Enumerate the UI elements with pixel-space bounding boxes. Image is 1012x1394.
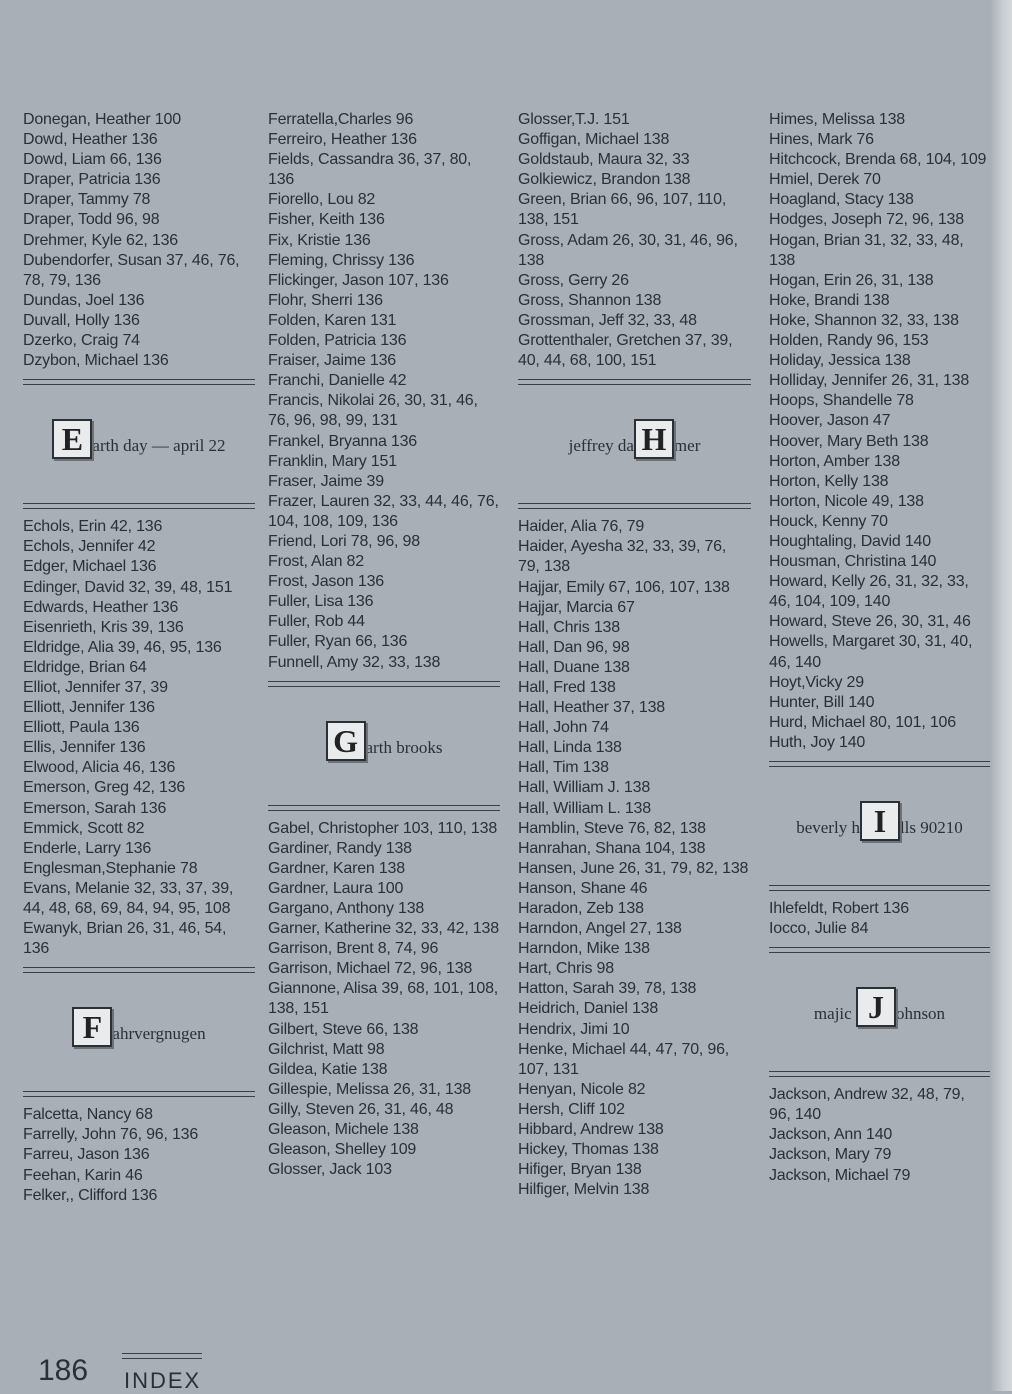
index-entry: Ihlefeldt, Robert 136 bbox=[769, 900, 909, 917]
index-entry: Elliot, Jennifer 37, 39 bbox=[23, 678, 168, 696]
index-entry: Hurd, Michael 80, 101, 106 bbox=[769, 713, 956, 731]
index-entry: Drehmer, Kyle 62, 136 bbox=[23, 231, 178, 249]
index-column-3 bbox=[518, 110, 751, 1200]
index-entry: Folden, Patricia 136 bbox=[268, 332, 407, 350]
index-entry: Hifiger, Bryan 138 bbox=[518, 1161, 642, 1179]
index-entry: Hoover, Jason 47 bbox=[769, 412, 891, 430]
index-entry: Gildea, Katie 138 bbox=[268, 1060, 388, 1078]
index-entry: Haradon, Zeb 138 bbox=[518, 900, 644, 917]
index-entry: Hall, Tim 138 bbox=[518, 759, 609, 777]
index-entry: Evans, Melanie 32, 33, 37, 39, 44, 48, 68, 69, 84, 94, 95, 108 bbox=[23, 879, 234, 917]
index-entry: Iocco, Julie 84 bbox=[769, 920, 869, 938]
index-entry: Garrison, Michael 72, 96, 138 bbox=[268, 960, 473, 978]
caption-after: lls 90210 bbox=[899, 817, 963, 837]
section-caption bbox=[769, 803, 990, 849]
caption-after: arth brooks bbox=[365, 737, 443, 757]
index-entry: Hansen, June 26, 31, 79, 82, 138 bbox=[518, 859, 749, 877]
index-entry: Gross, Shannon 138 bbox=[518, 291, 662, 309]
index-entry: Hanrahan, Shana 104, 138 bbox=[518, 839, 706, 857]
section-caption bbox=[518, 421, 751, 467]
index-entry: Emerson, Sarah 136 bbox=[23, 799, 167, 817]
letter-section-j bbox=[769, 961, 990, 1063]
caption-after: arth day — april 22 bbox=[92, 436, 226, 456]
index-entry: Franklin, Mary 151 bbox=[268, 452, 397, 470]
letter-section-f bbox=[23, 981, 255, 1083]
letter-section-h bbox=[518, 393, 751, 495]
index-entry: Draper, Tammy 78 bbox=[23, 191, 151, 209]
index-entry: Haider, Ayesha 32, 33, 39, 76, 79, 138 bbox=[518, 538, 727, 576]
index-entry: Heidrich, Daniel 138 bbox=[518, 1000, 659, 1018]
index-entry: Dowd, Liam 66, 136 bbox=[23, 151, 162, 169]
index-entry: Holliday, Jennifer 26, 31, 138 bbox=[769, 372, 970, 390]
index-entry: Jackson, Mary 79 bbox=[769, 1146, 892, 1164]
index-entry: Gardiner, Randy 138 bbox=[268, 839, 412, 857]
section-caption bbox=[23, 421, 255, 467]
index-entry: Haider, Alia 76, 79 bbox=[518, 518, 645, 536]
index-column-1 bbox=[23, 110, 255, 1206]
index-entry: Hendrix, Jimi 10 bbox=[518, 1020, 630, 1038]
letter-section-e bbox=[23, 393, 255, 495]
index-entry: Hall, Fred 138 bbox=[518, 678, 616, 696]
index-entry: Frankel, Bryanna 136 bbox=[268, 432, 417, 450]
index-entry: Hoover, Mary Beth 138 bbox=[769, 432, 929, 450]
index-entry: Hatton, Sarah 39, 78, 138 bbox=[518, 980, 697, 998]
index-entry: Hall, Dan 96, 98 bbox=[518, 638, 630, 656]
index-entry: Emmick, Scott 82 bbox=[23, 819, 145, 837]
index-entry: Flickinger, Jason 107, 136 bbox=[268, 271, 449, 289]
index-entry: Fuller, Ryan 66, 136 bbox=[268, 633, 408, 651]
index-entry: Dowd, Heather 136 bbox=[23, 131, 158, 149]
drop-letter: E bbox=[52, 419, 92, 459]
index-entry: Eldridge, Alia 39, 46, 95, 136 bbox=[23, 638, 222, 656]
index-entry: Horton, Kelly 138 bbox=[769, 472, 889, 490]
index-entry: Hibbard, Andrew 138 bbox=[518, 1121, 664, 1139]
index-entry: Fuller, Rob 44 bbox=[268, 613, 365, 631]
index-entry: Hogan, Brian 31, 32, 33, 48, 138 bbox=[769, 231, 964, 269]
index-entry: Edger, Michael 136 bbox=[23, 558, 157, 576]
index-entry: Hoagland, Stacy 138 bbox=[769, 191, 914, 209]
index-entry: Franchi, Danielle 42 bbox=[268, 372, 407, 390]
index-entry: Ellis, Jennifer 136 bbox=[23, 739, 146, 757]
index-entry: Eldridge, Brian 64 bbox=[23, 658, 147, 676]
index-entry: Fiorello, Lou 82 bbox=[268, 191, 376, 209]
index-entry: Duvall, Holly 136 bbox=[23, 311, 140, 329]
page-number: 186 bbox=[38, 1354, 89, 1387]
index-entry: Hunter, Bill 140 bbox=[769, 693, 875, 711]
index-entry: Eisenrieth, Kris 39, 136 bbox=[23, 618, 184, 636]
index-entry: Housman, Christina 140 bbox=[769, 553, 937, 571]
index-entry: Ewanyk, Brian 26, 31, 46, 54, 136 bbox=[23, 920, 227, 958]
index-entry: Grossman, Jeff 32, 33, 48 bbox=[518, 311, 697, 329]
drop-letter: H bbox=[634, 419, 674, 459]
caption-before: majic bbox=[813, 1004, 856, 1024]
index-entry: Golkiewicz, Brandon 138 bbox=[518, 171, 691, 189]
index-entry: Harndon, Angel 27, 138 bbox=[518, 920, 682, 938]
index-entry: Hamblin, Steve 76, 82, 138 bbox=[518, 819, 706, 837]
section-rule bbox=[769, 761, 990, 767]
section-caption bbox=[23, 1009, 255, 1055]
index-entry: Hitchcock, Brenda 68, 104, 109 bbox=[769, 151, 987, 169]
section-rule bbox=[23, 379, 255, 385]
letter-section-g bbox=[268, 695, 500, 797]
index-entry: Englesman,Stephanie 78 bbox=[23, 859, 198, 877]
index-entry: Huth, Joy 140 bbox=[769, 733, 866, 751]
index-entry: Hersh, Cliff 102 bbox=[518, 1100, 625, 1118]
index-entry: Edwards, Heather 136 bbox=[23, 598, 179, 616]
index-entry: Green, Brian 66, 96, 107, 110, 138, 151 bbox=[518, 191, 727, 229]
index-column-2 bbox=[268, 110, 500, 1180]
index-entry: Hoke, Shannon 32, 33, 138 bbox=[769, 311, 959, 329]
index-entry: Edinger, David 32, 39, 48, 151 bbox=[23, 578, 233, 596]
index-entry: Enderle, Larry 136 bbox=[23, 839, 152, 857]
index-entry: Hall, William J. 138 bbox=[518, 779, 651, 797]
index-entry: Hart, Chris 98 bbox=[518, 960, 614, 978]
section-rule bbox=[23, 503, 255, 509]
index-entry: Fuller, Lisa 136 bbox=[268, 593, 374, 611]
index-entry: Glosser, Jack 103 bbox=[268, 1161, 392, 1179]
index-entry: Fleming, Chrissy 136 bbox=[268, 251, 415, 269]
index-entry: Ferreiro, Heather 136 bbox=[268, 131, 417, 149]
index-entry: Hoops, Shandelle 78 bbox=[769, 392, 914, 410]
index-entry: Gillespie, Melissa 26, 31, 138 bbox=[268, 1080, 472, 1098]
index-entry: Hmiel, Derek 70 bbox=[769, 171, 881, 189]
section-rule bbox=[769, 947, 990, 953]
index-entry: Jackson, Andrew 32, 48, 79, 96, 140 bbox=[769, 1086, 965, 1124]
index-entry: Hajjar, Emily 67, 106, 107, 138 bbox=[518, 578, 730, 596]
caption-after: ohnson bbox=[895, 1004, 946, 1024]
index-entry: Howard, Kelly 26, 31, 32, 33, 46, 104, 109, 140 bbox=[769, 573, 969, 611]
index-entry: Hall, William L. 138 bbox=[518, 799, 651, 817]
section-rule bbox=[769, 885, 990, 891]
caption-after: mer bbox=[673, 436, 701, 456]
index-entry: Hodges, Joseph 72, 96, 138 bbox=[769, 211, 964, 229]
index-entry: Friend, Lori 78, 96, 98 bbox=[268, 532, 420, 550]
index-entry: Henke, Michael 44, 47, 70, 96, 107, 131 bbox=[518, 1040, 730, 1078]
index-entry: Gross, Adam 26, 30, 31, 46, 96, 138 bbox=[518, 231, 738, 269]
index-entry: Frost, Alan 82 bbox=[268, 553, 364, 571]
index-entry: Dubendorfer, Susan 37, 46, 76, 78, 79, 136 bbox=[23, 251, 240, 289]
drop-letter: I bbox=[860, 801, 900, 841]
index-entry: Goldstaub, Maura 32, 33 bbox=[518, 151, 690, 169]
index-entry: Flohr, Sherri 136 bbox=[268, 291, 383, 309]
drop-letter: F bbox=[72, 1007, 112, 1047]
index-entry: Hickey, Thomas 138 bbox=[518, 1141, 659, 1159]
section-caption bbox=[268, 722, 500, 769]
index-entry: Falcetta, Nancy 68 bbox=[23, 1106, 153, 1124]
index-entry: Dundas, Joel 136 bbox=[23, 291, 145, 309]
section-rule bbox=[268, 805, 500, 811]
index-entry: Gabel, Christopher 103, 110, 138 bbox=[268, 819, 498, 837]
index-entry: Emerson, Greg 42, 136 bbox=[23, 779, 186, 797]
index-entry: Gleason, Michele 138 bbox=[268, 1121, 419, 1139]
drop-letter: G bbox=[326, 721, 366, 761]
index-entry: Gardner, Laura 100 bbox=[268, 879, 404, 897]
index-entry: Farreu, Jason 136 bbox=[23, 1146, 150, 1164]
index-entry: Horton, Amber 138 bbox=[769, 452, 900, 470]
index-entry: Hall, Heather 37, 138 bbox=[518, 699, 666, 717]
section-rule bbox=[23, 1091, 255, 1097]
index-entry: Elliott, Jennifer 136 bbox=[23, 699, 155, 717]
index-entry: Fisher, Keith 136 bbox=[268, 211, 385, 229]
index-entry: Frazer, Lauren 32, 33, 44, 46, 76, 104, 108, 109, 136 bbox=[268, 492, 499, 530]
index-entry: Echols, Erin 42, 136 bbox=[23, 518, 163, 536]
index-entry: Howard, Steve 26, 30, 31, 46 bbox=[769, 613, 971, 631]
index-entry: Echols, Jennifer 42 bbox=[23, 538, 156, 556]
index-entry: Giannone, Alisa 39, 68, 101, 108, 138, 151 bbox=[268, 980, 499, 1018]
index-entry: Draper, Patricia 136 bbox=[23, 171, 161, 189]
index-entry: Harndon, Mike 138 bbox=[518, 940, 650, 958]
index-entry: Houghtaling, David 140 bbox=[769, 532, 931, 550]
index-entry: Hogan, Erin 26, 31, 138 bbox=[769, 271, 934, 289]
index-entry: Garner, Katherine 32, 33, 42, 138 bbox=[268, 920, 499, 938]
index-entry: Fields, Cassandra 36, 37, 80, 136 bbox=[268, 151, 472, 189]
index-entry: Himes, Melissa 138 bbox=[769, 111, 906, 128]
section-rule bbox=[518, 379, 751, 385]
drop-letter: J bbox=[856, 987, 896, 1027]
index-entry: Dzybon, Michael 136 bbox=[23, 352, 169, 370]
index-entry: Hoke, Brandi 138 bbox=[769, 291, 890, 309]
index-entry: Fraser, Jaime 39 bbox=[268, 472, 384, 490]
index-entry: Donegan, Heather 100 bbox=[23, 111, 181, 128]
index-entry: Hall, Linda 138 bbox=[518, 739, 622, 757]
index-entry: Houck, Kenny 70 bbox=[769, 512, 888, 530]
index-entry: Farrelly, John 76, 96, 136 bbox=[23, 1126, 199, 1144]
index-entry: Ferratella,Charles 96 bbox=[268, 111, 414, 128]
index-entry: Gilbert, Steve 66, 138 bbox=[268, 1020, 419, 1038]
section-caption bbox=[769, 989, 990, 1035]
index-entry: Hajjar, Marcia 67 bbox=[518, 598, 635, 616]
index-entry: Funnell, Amy 32, 33, 138 bbox=[268, 653, 441, 671]
index-entry: Gleason, Shelley 109 bbox=[268, 1141, 417, 1159]
index-entry: Elliott, Paula 136 bbox=[23, 719, 140, 737]
index-column-4 bbox=[769, 110, 990, 1186]
section-rule bbox=[23, 967, 255, 973]
footer-rule bbox=[122, 1353, 202, 1359]
index-entry: Felker,, Clifford 136 bbox=[23, 1186, 158, 1204]
section-rule bbox=[268, 681, 500, 687]
index-entry: Fix, Kristie 136 bbox=[268, 231, 371, 249]
index-entry: Gardner, Karen 138 bbox=[268, 859, 405, 877]
index-entry: Holden, Randy 96, 153 bbox=[769, 332, 929, 350]
index-entry: Gilly, Steven 26, 31, 46, 48 bbox=[268, 1100, 454, 1118]
caption-before: jeffrey da bbox=[568, 436, 634, 456]
caption-before: beverly h bbox=[796, 817, 860, 837]
index-entry: Garrison, Brent 8, 74, 96 bbox=[268, 940, 439, 958]
index-entry: Hall, Duane 138 bbox=[518, 658, 630, 676]
index-entry: Jackson, Ann 140 bbox=[769, 1126, 893, 1144]
index-entry: Hilfiger, Melvin 138 bbox=[518, 1181, 650, 1199]
index-entry: Hall, Chris 138 bbox=[518, 618, 620, 636]
index-entry: Gross, Gerry 26 bbox=[518, 271, 629, 289]
index-entry: Gilchrist, Matt 98 bbox=[268, 1040, 385, 1058]
index-entry: Draper, Todd 96, 98 bbox=[23, 211, 160, 229]
index-entry: Holiday, Jessica 138 bbox=[769, 352, 911, 370]
caption-after: ahrvergnugen bbox=[112, 1024, 206, 1044]
index-entry: Hanson, Shane 46 bbox=[518, 879, 648, 897]
section-label: INDEX bbox=[124, 1368, 202, 1393]
index-entry: Elwood, Alicia 46, 136 bbox=[23, 759, 176, 777]
index-entry: Howells, Margaret 30, 31, 40, 46, 140 bbox=[769, 633, 973, 671]
index-entry: Hall, John 74 bbox=[518, 719, 609, 737]
index-entry: Grottenthaler, Gretchen 37, 39, 40, 44, 68, 100, 151 bbox=[518, 332, 733, 370]
index-entry: Hines, Mark 76 bbox=[769, 131, 874, 149]
index-entry: Gargano, Anthony 138 bbox=[268, 900, 425, 917]
index-entry: Goffigan, Michael 138 bbox=[518, 131, 670, 149]
index-entry: Frost, Jason 136 bbox=[268, 573, 384, 591]
section-rule bbox=[769, 1071, 990, 1077]
letter-section-i bbox=[769, 775, 990, 877]
index-entry: Fraiser, Jaime 136 bbox=[268, 352, 397, 370]
index-entry: Henyan, Nicole 82 bbox=[518, 1080, 646, 1098]
index-entry: Hoyt,Vicky 29 bbox=[769, 673, 864, 691]
index-entry: Glosser,T.J. 151 bbox=[518, 111, 630, 128]
index-entry: Jackson, Michael 79 bbox=[769, 1166, 911, 1184]
index-entry: Horton, Nicole 49, 138 bbox=[769, 492, 924, 510]
index-entry: Francis, Nikolai 26, 30, 31, 46, 76, 96, 98, 99, 131 bbox=[268, 392, 478, 430]
page-edge bbox=[990, 0, 1012, 1391]
section-rule bbox=[518, 503, 751, 509]
index-entry: Feehan, Karin 46 bbox=[23, 1166, 143, 1184]
index-entry: Folden, Karen 131 bbox=[268, 311, 397, 329]
index-entry: Dzerko, Craig 74 bbox=[23, 332, 140, 350]
